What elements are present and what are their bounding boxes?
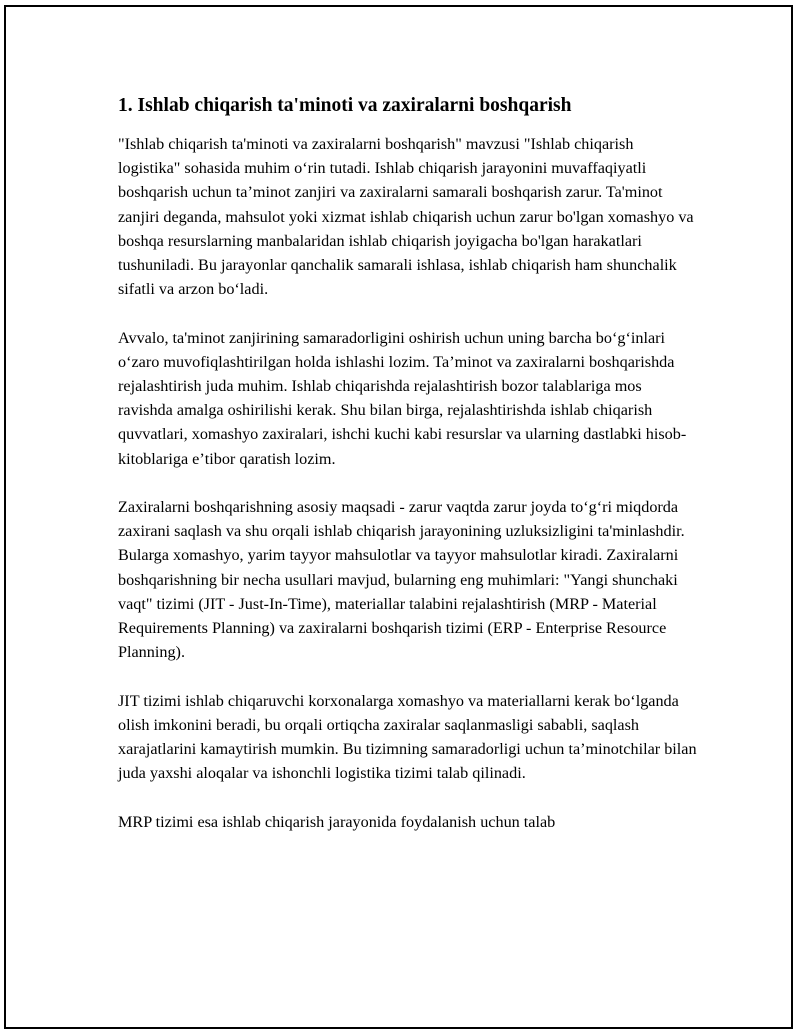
paragraph-3: Zaxiralarni boshqarishning asosiy maqsadi - zarur vaqtda zarur joyda toʻgʻri miqdorda zaxirani saqlash va shu orqali ishlab chiqarish jarayonining uzluksizligini ta'minlashdir. Bularga xomashyo, yarim tayyor mahsulotlar va tayyor mahsulotlar kiradi. Zaxiralarni boshqarishning bir necha usullari mavjud, bularning eng muhimlari: "Yangi shunchaki vaqt" tizimi (JIT - Just-In-Time), materiallar talabini rejalashtirish (MRP - Material Requirements Planning) va zaxiralarni boshqarish tizimi (ERP - Enterprise Resource Planning). (118, 498, 685, 662)
paragraph-5: MRP tizimi esa ishlab chiqarish jarayonida foydalanish uchun talab (118, 812, 556, 831)
document-body (118, 94, 698, 834)
paragraph-1: "Ishlab chiqarish ta'minoti va zaxiralarni boshqarish" mavzusi "Ishlab chiqarish logistika" sohasida muhim oʻrin tutadi. Ishlab chiqarish jarayonini muvaffaqiyatli boshqarish uchun taʼminot zanjiri va zaxiralarni samarali boshqarish zarur. Ta'minot zanjiri deganda, mahsulot yoki xizmat ishlab chiqarish uchun zarur bo'lgan xomashyo va boshqa resurslarning manbalaridan ishlab chiqarish joyigacha bo'lgan harakatlari tushuniladi. Bu jarayonlar qanchalik samarali ishlasa, ishlab chiqarish ham shunchalik sifatli va arzon boʻladi. (118, 135, 694, 299)
paragraph-2: Avvalo, ta'minot zanjirining samaradorligini oshirish uchun uning barcha boʻgʻinlari oʻzaro muvofiqlashtirilgan holda ishlashi lozim. Taʼminot va zaxiralarni boshqarishda rejalashtirish juda muhim. Ishlab chiqarishda rejalashtirish bozor talablariga mos ravishda amalga oshirilishi kerak. Shu bilan birga, rejalashtirishda ishlab chiqarish quvvatlari, xomashyo zaxiralari, ishchi kuchi kabi resurslar va ularning dastlabki hisob-kitoblariga eʼtibor qaratish lozim. (118, 328, 687, 468)
document-title: 1. Ishlab chiqarish ta'minoti va zaxiralarni boshqarish (118, 95, 572, 116)
paragraph-4: JIT tizimi ishlab chiqaruvchi korxonalarga xomashyo va materiallarni kerak boʻlganda olish imkonini beradi, bu orqali ortiqcha zaxiralar saqlanmasligi sababli, saqlash xarajatlarini kamaytirish mumkin. Bu tizimning samaradorligi uchun taʼminotchilar bilan juda yaxshi aloqalar va ishonchli logistika tizimi talab qilinadi. (118, 691, 697, 783)
